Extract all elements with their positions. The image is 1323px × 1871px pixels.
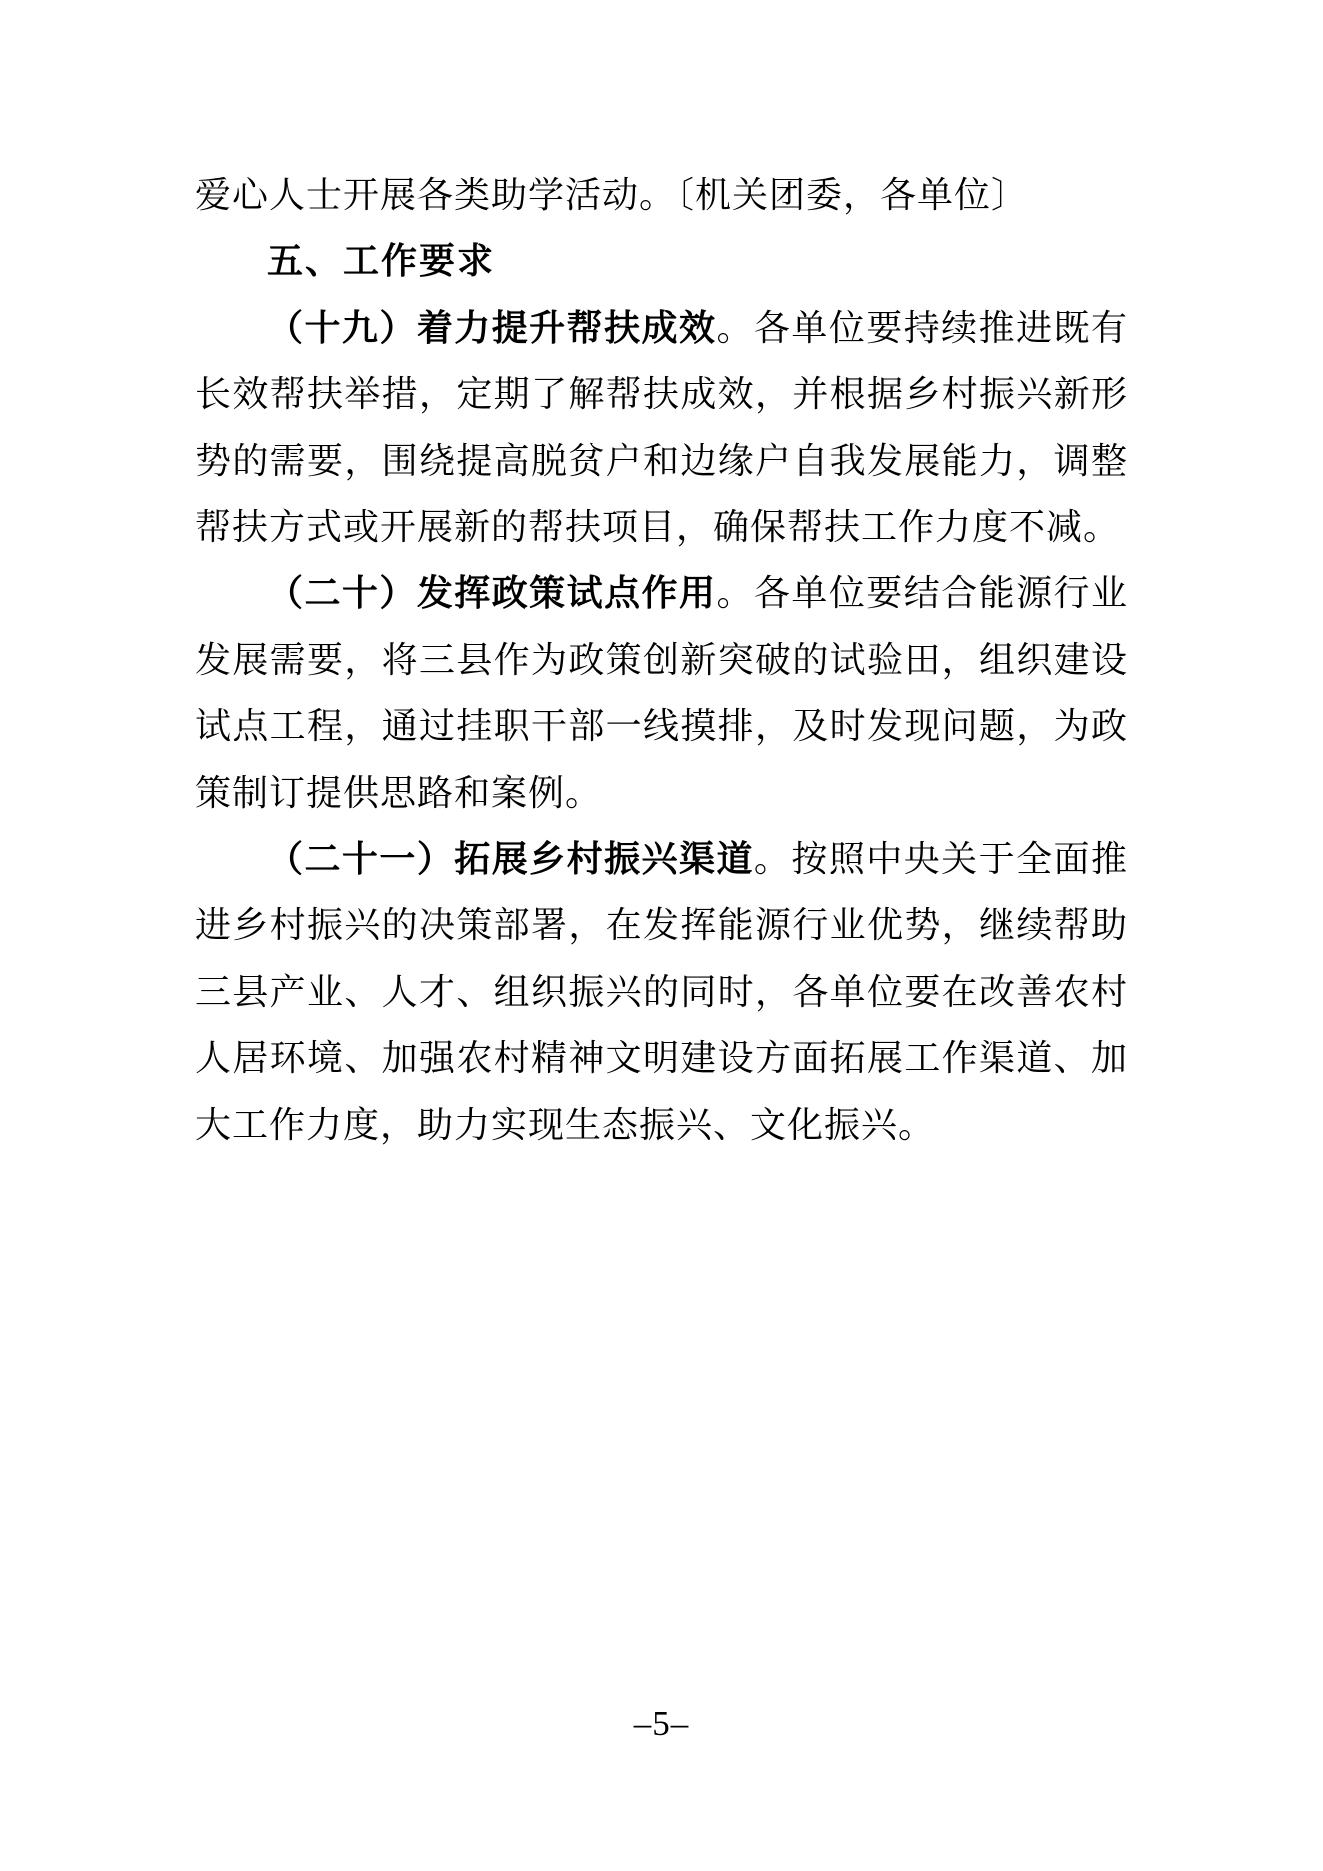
document-body: [195, 0, 1128, 1158]
paragraph-item-19: [195, 295, 1128, 561]
paragraph-20-lead: （二十）发挥政策试点作用: [267, 573, 717, 614]
paragraph-item-21: [195, 826, 1128, 1158]
paragraph-item-20: [195, 560, 1128, 826]
paragraph-19-text: 。各单位要持续推进既有长效帮扶举措，定期了解帮扶成效，并根据乡村振兴新形势的需要，围绕提高脱贫户和边缘户自我发展能力，调整帮扶方式或开展新的帮扶项目，确保帮扶工作力度不减。: [195, 307, 1128, 548]
paragraph-20-text: 。各单位要结合能源行业发展需要，将三县作为政策创新突破的试验田，组织建设试点工程，通过挂职干部一线摸排，及时发现问题，为政策制订提供思路和案例。: [195, 573, 1128, 813]
paragraph-21-lead: （二十一）拓展乡村振兴渠道: [267, 839, 754, 880]
continuation-line: 爱心人士开展各类助学活动。〔机关团委，各单位〕: [195, 175, 1029, 215]
section-heading: 五、工作要求: [267, 240, 496, 282]
paragraph-21-text: 。按照中央关于全面推进乡村振兴的决策部署，在发挥能源行业优势，继续帮助三县产业、人才、组织振兴的同时，各单位要在改善农村人居环境、加强农村精神文明建设方面拓展工作渠道、加大工作力度，助力实现生态振兴、文化振兴。: [195, 839, 1128, 1145]
paragraph-19-lead: （十九）着力提升帮扶成效: [267, 307, 717, 348]
page-number: –5–: [633, 1704, 690, 1743]
